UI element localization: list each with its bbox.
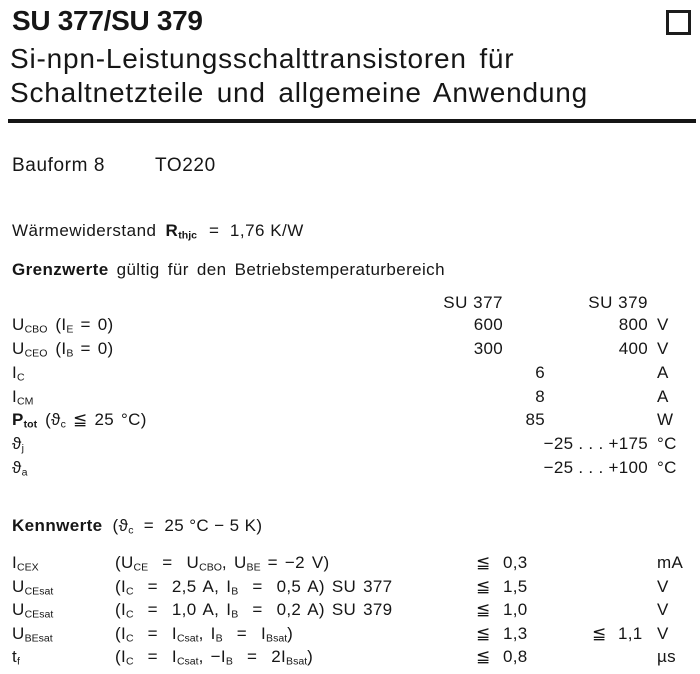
row-symbol: $I_{CM}$	[12, 387, 34, 408]
row-condition: ($ϑ_c$ ≦ 25 °C)	[45, 410, 147, 431]
limits-section-heading	[12, 260, 445, 280]
row-symbol: $I_C$	[12, 363, 25, 384]
divider-rule	[8, 119, 696, 123]
row-value-su377: 300	[473, 339, 503, 358]
package-line	[12, 155, 412, 177]
row-unit: V	[657, 339, 669, 358]
package-value: TO220	[155, 155, 216, 176]
row-value-shared: 6	[535, 363, 545, 382]
row-limit-sign: ≦	[476, 624, 491, 643]
row-unit: W	[657, 410, 674, 429]
row-limit2-sign: ≦	[592, 624, 607, 643]
row-value-range: −25 . . . +100	[543, 458, 648, 477]
limits-heading-rest: gültig für den Betriebstemperaturbereich	[116, 260, 445, 279]
row-symbol: $I_{CEX}$	[12, 553, 39, 574]
row-symbol: $U_{CEsat}$	[12, 577, 54, 598]
thermal-resistance-line	[12, 221, 304, 242]
row-unit: A	[657, 363, 669, 382]
page-subtitle	[10, 42, 588, 110]
page-title: SU 377/SU 379	[12, 5, 203, 36]
row-condition: ($I_C = 1,0$ A, $I_B = 0,2$ A) SU 379	[115, 600, 393, 621]
row-limit-sign: ≦	[476, 553, 491, 572]
subtitle-line-1: Si-npn-Leistungsschalttransistoren für	[10, 43, 515, 74]
row-symbol: $ϑ_a$	[12, 458, 28, 479]
thermal-resistance-label: Wärmewiderstand	[12, 221, 157, 240]
row-value-su379: 800	[618, 315, 648, 334]
row-unit: V	[657, 600, 669, 619]
row-condition: ($I_C = I_{Csat}$, $I_B = I_{Bsat}$)	[115, 624, 294, 645]
row-limit-value: 1,5	[503, 577, 528, 596]
row-condition: $(I_E = 0)$	[55, 315, 114, 336]
table-row	[0, 458, 700, 482]
limits-heading-bold: Grenzwerte	[12, 260, 109, 279]
row-symbol: $P_{tot}$	[12, 410, 38, 431]
row-limit-value: 1,0	[503, 600, 528, 619]
column-header-su379: SU 379	[588, 293, 648, 312]
table-row	[0, 600, 700, 624]
table-row	[0, 434, 700, 458]
characteristics-heading-bold: Kennwerte	[12, 516, 103, 535]
row-symbol: $t_f$	[12, 647, 20, 668]
table-row	[0, 577, 700, 601]
row-limit-value: 0,8	[503, 647, 528, 666]
row-label	[12, 315, 113, 336]
row-limit-value: 0,3	[503, 553, 528, 572]
row-limit-sign: ≦	[476, 577, 491, 596]
table-row	[0, 553, 700, 577]
column-header-su377: SU 377	[443, 293, 503, 312]
row-label	[12, 363, 25, 384]
row-label	[12, 339, 113, 360]
row-symbol: $ϑ_j$	[12, 434, 24, 455]
row-label	[12, 387, 33, 408]
row-unit: A	[657, 387, 669, 406]
thermal-resistance-value: = 1,76 K/W	[209, 221, 304, 240]
row-value-shared: 8	[535, 387, 545, 406]
row-symbol: $U_{CEO}$	[12, 339, 48, 360]
row-condition: ($U_{CE} = U_{CBO}$, $U_{BE} = -2$ V)	[115, 553, 330, 574]
row-value-su377: 600	[473, 315, 503, 334]
row-symbol: $U_{CEsat}$	[12, 600, 54, 621]
row-condition: ($I_C = I_{Csat}$, $-I_B = 2I_{Bsat}$)	[115, 647, 314, 668]
row-unit: mA	[657, 553, 684, 572]
thermal-resistance-symbol: $R_{thjc}$	[165, 221, 198, 242]
row-value-shared: 85	[525, 410, 545, 429]
row-unit: V	[657, 315, 669, 334]
row-limit-sign: ≦	[476, 647, 491, 666]
row-label	[12, 410, 147, 431]
row-condition: $(I_B = 0)$	[55, 339, 114, 360]
table-row	[0, 387, 700, 411]
row-limit-sign: ≦	[476, 600, 491, 619]
table-row	[0, 363, 700, 387]
row-unit: V	[657, 624, 669, 643]
row-label	[12, 458, 27, 479]
table-row	[0, 624, 700, 648]
corner-square-icon	[666, 10, 691, 35]
characteristics-section-heading	[12, 516, 262, 537]
row-label	[12, 434, 24, 455]
table-row	[0, 410, 700, 434]
table-row	[0, 315, 700, 339]
row-symbol: $U_{BEsat}$	[12, 624, 53, 645]
row-unit: °C	[657, 434, 677, 453]
table-row	[0, 647, 700, 671]
characteristics-heading-rest: ($ϑ_c = 25$ °C − 5 K)	[112, 516, 263, 537]
package-label: Bauform 8	[12, 155, 106, 176]
subtitle-line-2: Schaltnetzteile und allgemeine Anwendung	[10, 77, 588, 108]
row-limit2-value: 1,1	[618, 624, 643, 643]
row-unit: µs	[657, 647, 676, 666]
row-value-su379: 400	[618, 339, 648, 358]
row-symbol: $U_{CBO}$	[12, 315, 48, 336]
table-row	[0, 339, 700, 363]
row-value-range: −25 . . . +175	[543, 434, 648, 453]
row-limit-value: 1,3	[503, 624, 528, 643]
row-unit: °C	[657, 458, 677, 477]
row-condition: ($I_C = 2,5$ A, $I_B = 0,5$ A) SU 377	[115, 577, 393, 598]
row-unit: V	[657, 577, 669, 596]
